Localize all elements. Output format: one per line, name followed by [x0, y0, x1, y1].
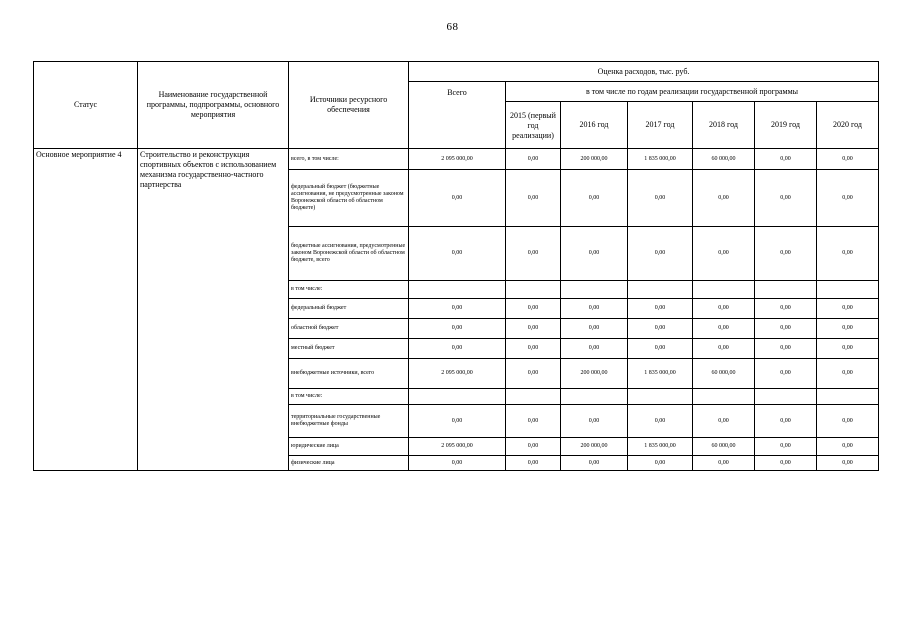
value-cell: 0,00	[628, 456, 693, 471]
value-cell: 60 000,00	[693, 359, 755, 389]
value-cell: 0,00	[755, 438, 817, 456]
value-cell: 0,00	[628, 339, 693, 359]
value-cell: 0,00	[506, 170, 561, 227]
value-cell: 0,00	[409, 319, 506, 339]
header-sources: Источники ресурсного обеспечения	[289, 62, 409, 149]
value-cell: 0,00	[409, 299, 506, 319]
value-cell	[506, 389, 561, 405]
value-cell: 0,00	[506, 227, 561, 281]
value-cell: 0,00	[817, 405, 879, 438]
value-cell: 0,00	[693, 299, 755, 319]
value-cell: 2 095 000,00	[409, 149, 506, 170]
value-cell: 0,00	[561, 299, 628, 319]
budget-table	[33, 61, 879, 471]
value-cell: 0,00	[506, 339, 561, 359]
value-cell: 0,00	[409, 227, 506, 281]
header-total: Всего	[409, 82, 506, 149]
value-cell: 1 835 000,00	[628, 438, 693, 456]
value-cell: 0,00	[409, 170, 506, 227]
value-cell: 0,00	[755, 227, 817, 281]
value-cell: 0,00	[693, 170, 755, 227]
value-cell	[561, 281, 628, 299]
header-year-2019: 2019 год	[755, 102, 817, 149]
value-cell: 0,00	[755, 149, 817, 170]
value-cell: 0,00	[755, 405, 817, 438]
source-cell: внебюджетные источники, всего	[289, 359, 409, 389]
value-cell: 0,00	[817, 339, 879, 359]
value-cell: 0,00	[506, 456, 561, 471]
value-cell: 0,00	[755, 359, 817, 389]
value-cell: 2 095 000,00	[409, 359, 506, 389]
value-cell: 0,00	[817, 456, 879, 471]
value-cell	[693, 281, 755, 299]
value-cell: 2 095 000,00	[409, 438, 506, 456]
source-cell: в том числе:	[289, 389, 409, 405]
value-cell: 0,00	[628, 319, 693, 339]
value-cell: 60 000,00	[693, 149, 755, 170]
value-cell: 1 835 000,00	[628, 149, 693, 170]
source-cell: физические лица	[289, 456, 409, 471]
value-cell: 0,00	[817, 227, 879, 281]
page-number: 68	[446, 21, 459, 33]
value-cell: 0,00	[693, 339, 755, 359]
value-cell: 0,00	[755, 456, 817, 471]
value-cell: 0,00	[693, 456, 755, 471]
value-cell: 0,00	[755, 319, 817, 339]
value-cell: 0,00	[506, 405, 561, 438]
value-cell: 0,00	[506, 319, 561, 339]
source-cell: в том числе:	[289, 281, 409, 299]
source-cell: бюджетные ассигнования, предусмотренные законом Воронежской области об областном бюджете, всего	[289, 227, 409, 281]
value-cell: 0,00	[561, 170, 628, 227]
value-cell: 0,00	[817, 359, 879, 389]
header-year-2020: 2020 год	[817, 102, 879, 149]
header-year-2018: 2018 год	[693, 102, 755, 149]
source-cell: областной бюджет	[289, 319, 409, 339]
value-cell: 1 835 000,00	[628, 359, 693, 389]
value-cell	[506, 281, 561, 299]
value-cell	[409, 281, 506, 299]
value-cell: 0,00	[506, 299, 561, 319]
header-by-years: в том числе по годам реализации государственной программы	[506, 82, 879, 102]
value-cell: 0,00	[409, 456, 506, 471]
header-name: Наименование государственной программы, подпрограммы, основного мероприятия	[138, 62, 289, 149]
value-cell: 0,00	[693, 227, 755, 281]
value-cell: 0,00	[561, 456, 628, 471]
program-name-cell: Строительство и реконструкция спортивных объектов с использованием механизма государственно-частного партнерства	[138, 149, 289, 471]
value-cell: 200 000,00	[561, 149, 628, 170]
header-year-2015: 2015 (первый год реализации)	[506, 102, 561, 149]
status-cell: Основное мероприятие 4	[34, 149, 138, 471]
source-cell: всего, в том числе:	[289, 149, 409, 170]
value-cell: 0,00	[755, 339, 817, 359]
value-cell: 0,00	[693, 405, 755, 438]
source-cell: территориальные государственные внебюджетные фонды	[289, 405, 409, 438]
value-cell: 200 000,00	[561, 438, 628, 456]
value-cell	[409, 389, 506, 405]
source-cell: федеральный бюджет	[289, 299, 409, 319]
value-cell: 0,00	[755, 170, 817, 227]
header-estimate: Оценка расходов, тыс. руб.	[409, 62, 879, 82]
value-cell: 0,00	[817, 299, 879, 319]
value-cell: 0,00	[561, 405, 628, 438]
value-cell	[693, 389, 755, 405]
value-cell: 0,00	[628, 227, 693, 281]
value-cell: 0,00	[817, 319, 879, 339]
value-cell	[628, 389, 693, 405]
value-cell: 0,00	[628, 299, 693, 319]
value-cell	[628, 281, 693, 299]
value-cell: 0,00	[506, 438, 561, 456]
header-year-2016: 2016 год	[561, 102, 628, 149]
source-cell: юридические лица	[289, 438, 409, 456]
value-cell	[755, 281, 817, 299]
value-cell: 0,00	[817, 170, 879, 227]
value-cell: 0,00	[628, 405, 693, 438]
value-cell: 0,00	[561, 319, 628, 339]
value-cell: 200 000,00	[561, 359, 628, 389]
table-row	[34, 149, 879, 170]
value-cell	[817, 389, 879, 405]
value-cell: 60 000,00	[693, 438, 755, 456]
value-cell	[561, 389, 628, 405]
value-cell: 0,00	[409, 339, 506, 359]
value-cell: 0,00	[561, 339, 628, 359]
value-cell: 0,00	[506, 359, 561, 389]
value-cell	[817, 281, 879, 299]
value-cell: 0,00	[628, 170, 693, 227]
value-cell: 0,00	[409, 405, 506, 438]
value-cell: 0,00	[561, 227, 628, 281]
header-year-2017: 2017 год	[628, 102, 693, 149]
value-cell	[755, 389, 817, 405]
value-cell: 0,00	[817, 438, 879, 456]
source-cell: местный бюджет	[289, 339, 409, 359]
source-cell: федеральный бюджет (бюджетные ассигнования, не предусмотренные законом Воронежской области об областном бюджете)	[289, 170, 409, 227]
value-cell: 0,00	[693, 319, 755, 339]
value-cell: 0,00	[817, 149, 879, 170]
value-cell: 0,00	[506, 149, 561, 170]
value-cell: 0,00	[755, 299, 817, 319]
header-status: Статус	[34, 62, 138, 149]
